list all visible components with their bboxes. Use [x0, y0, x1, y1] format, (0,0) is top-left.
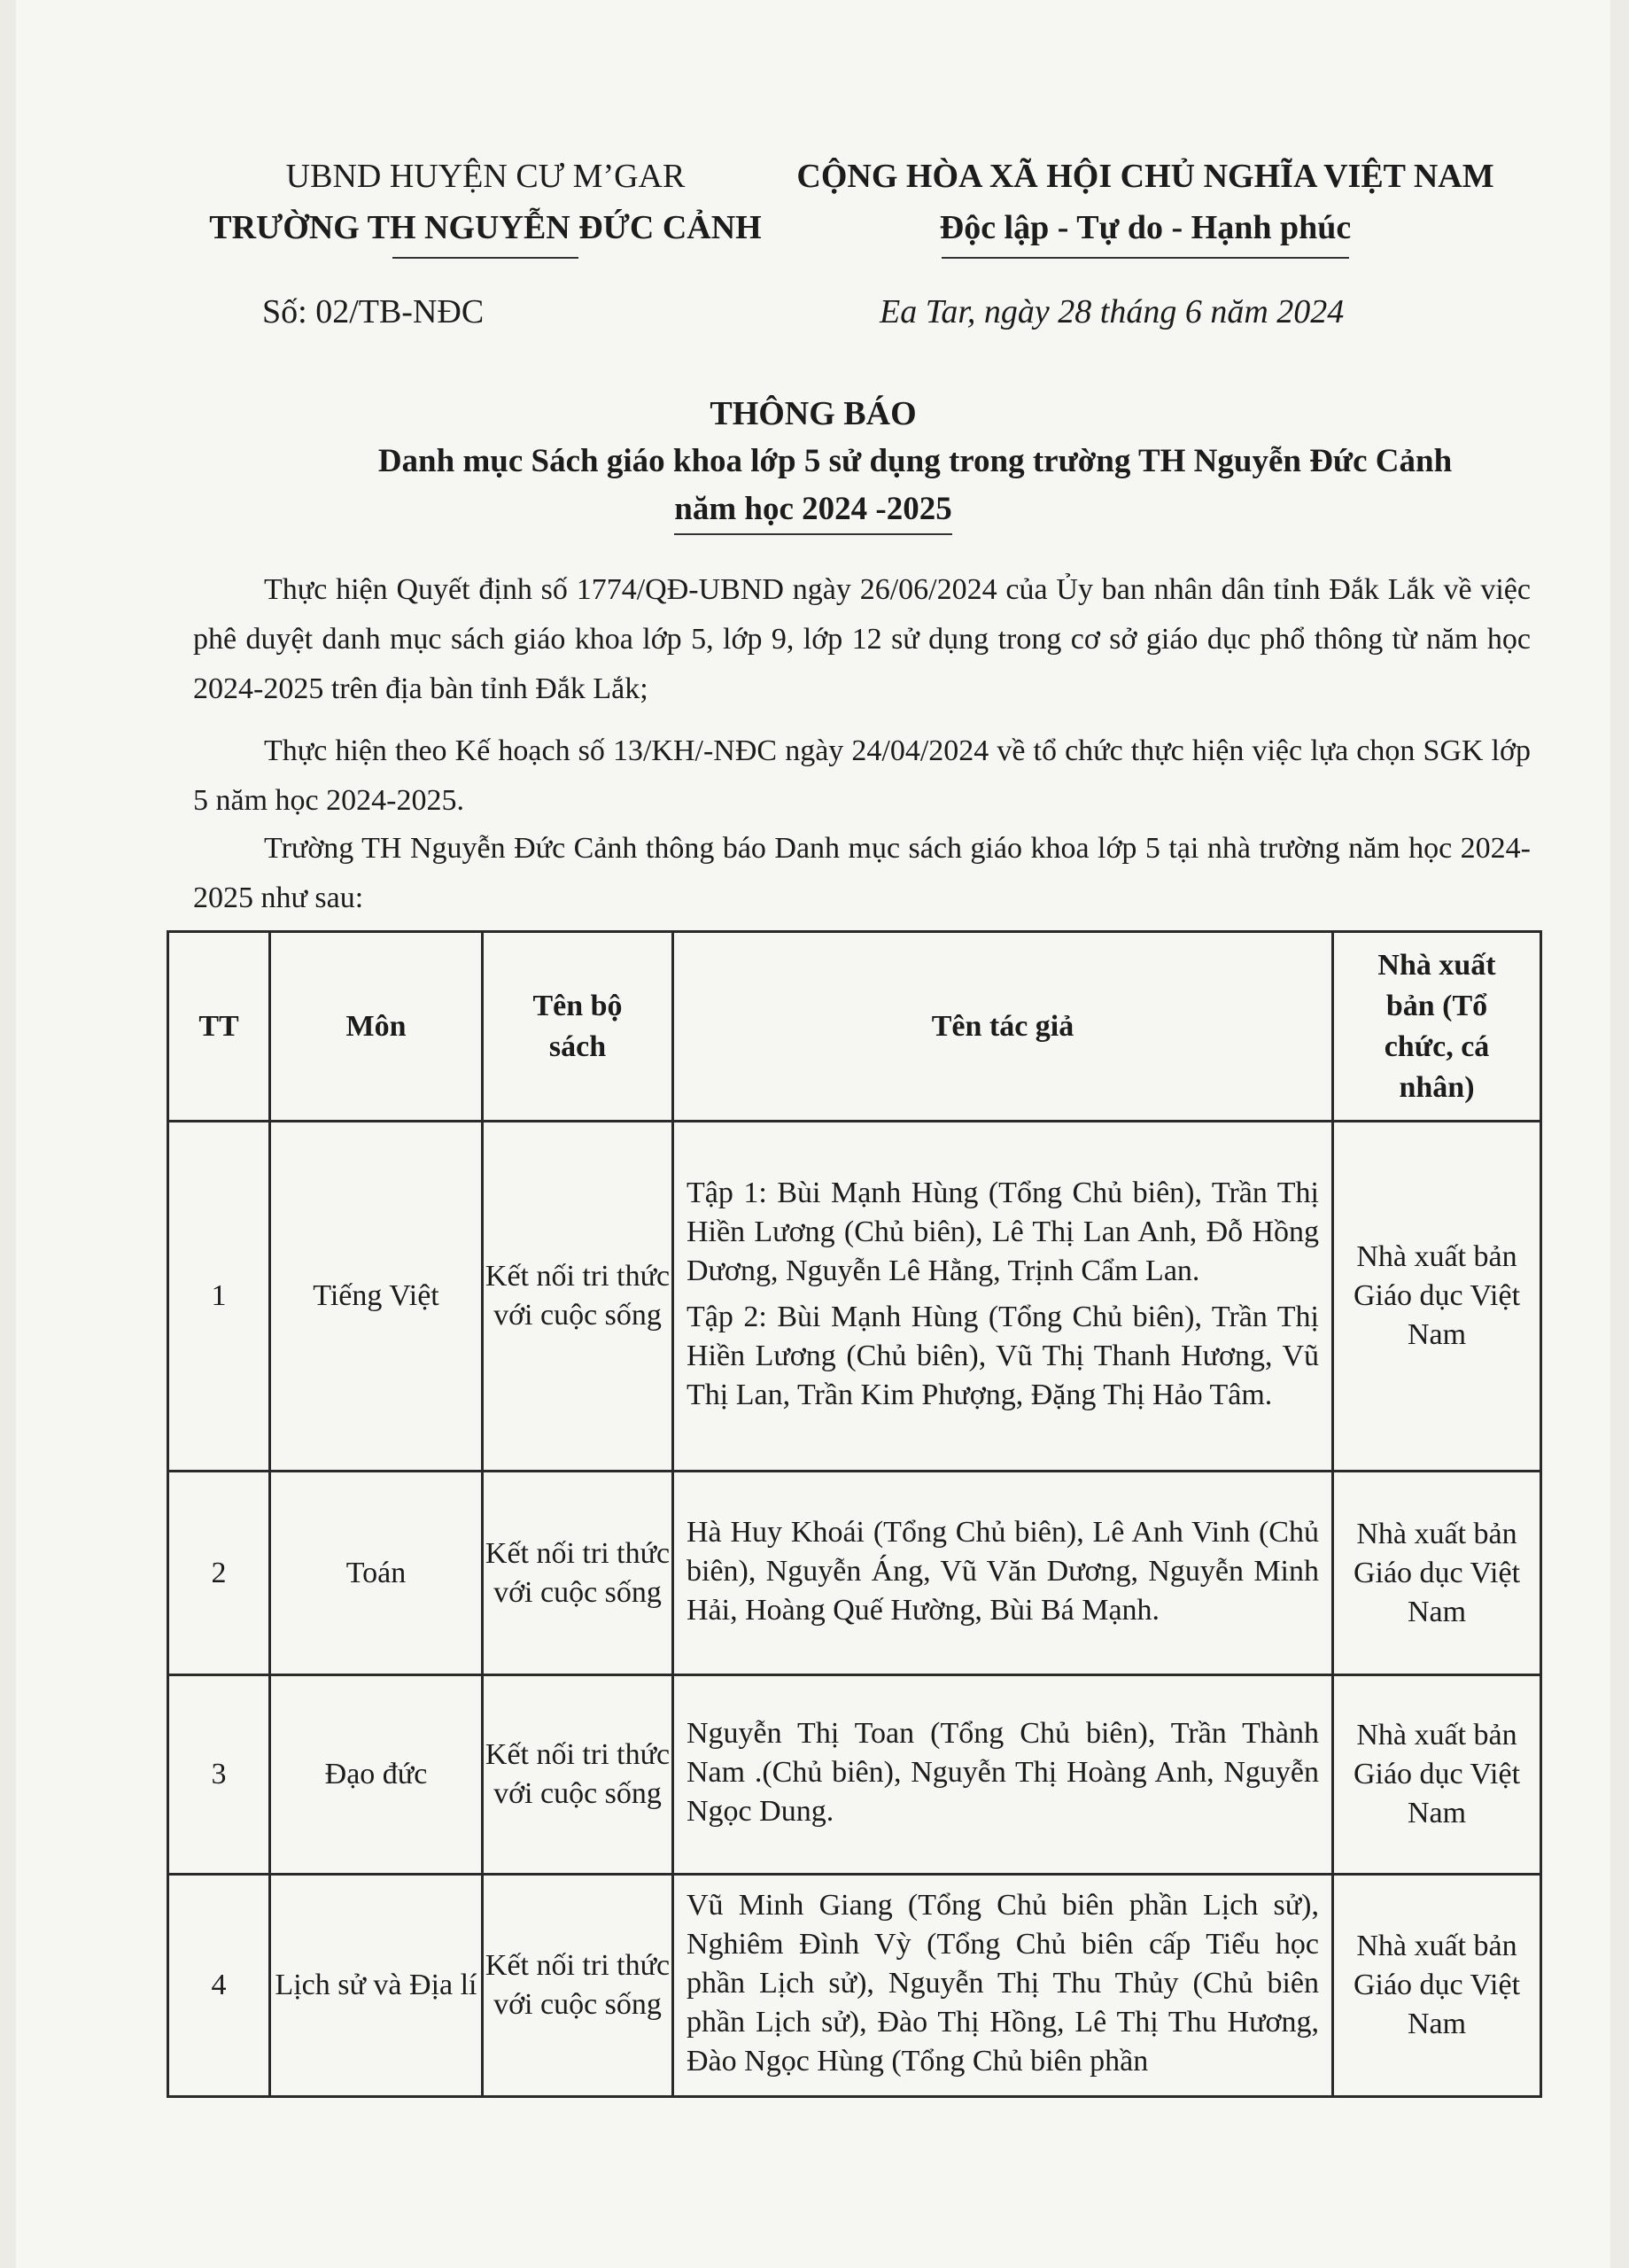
header-book-series: Tên bộ sách: [483, 932, 673, 1122]
table-row: [168, 1875, 1541, 2097]
authors-text: Hà Huy Khoái (Tổng Chủ biên), Lê Anh Vinh (Chủ biên), Nguyễn Áng, Vũ Văn Dương, Nguyễn Minh Hải, Hoàng Quế Hường, Bùi Bá Mạnh.: [687, 1515, 1319, 1627]
paragraph-2: [193, 726, 1531, 826]
paragraph-1: [193, 565, 1531, 714]
cell-publisher: Nhà xuất bản Giáo dục Việt Nam: [1333, 1122, 1541, 1472]
header-subject: Môn: [270, 932, 483, 1122]
document-type: THÔNG BÁO: [710, 395, 917, 432]
cell-publisher: Nhà xuất bản Giáo dục Việt Nam: [1333, 1472, 1541, 1675]
authors-volume-2: Tập 2: Bùi Mạnh Hùng (Tổng Chủ biên), Trần Thị Hiền Lương (Chủ biên), Vũ Thị Thanh Hương, Vũ Thị Lan, Trần Kim Phượng, Đặng Thị Hảo Tâm.: [687, 1301, 1319, 1411]
table-row: [168, 1675, 1541, 1875]
cell-tt: 2: [168, 1472, 270, 1675]
document-subject: Danh mục Sách giáo khoa lớp 5 sử dụng trong trường TH Nguyễn Đức Cảnh: [377, 443, 1453, 479]
org-line-1: UBND HUYỆN CƯ M’GAR: [285, 158, 686, 195]
cell-tt: 3: [168, 1675, 270, 1875]
paragraph-1-text: Thực hiện Quyết định số 1774/QĐ-UBND ngày 26/06/2024 của Ủy ban nhân dân tỉnh Đắk Lắk về việc phê duyệt danh mục sách giáo khoa lớp 5, lớp 9, lớp 12 sử dụng trong cơ sở giáo dục phổ thông từ năm học 2024-2025 trên địa bàn tỉnh Đắk Lắk;: [193, 573, 1531, 705]
header-tt: TT: [168, 932, 270, 1122]
school-year: năm học 2024 -2025: [674, 485, 951, 535]
cell-subject: Lịch sử và Địa lí: [270, 1875, 483, 2097]
table-row: [168, 1472, 1541, 1675]
national-heading: [764, 151, 1526, 259]
cell-subject: Toán: [270, 1472, 483, 1675]
document-number: Số: 02/TB-NĐC: [262, 293, 485, 330]
cell-tt: 1: [168, 1122, 270, 1472]
authors-text: Vũ Minh Giang (Tổng Chủ biên phần Lịch sử), Nghiêm Đình Vỳ (Tổng Chủ biên cấp Tiểu học phần Lịch sử), Nguyễn Thị Thu Thủy (Chủ biên phần Lịch sử), Đào Thị Hồng, Lê Thị Thu Hương, Đào Ngọc Hùng (Tổng Chủ biên phần: [687, 1889, 1319, 2078]
cell-subject: Tiếng Việt: [270, 1122, 483, 1472]
paragraph-3: [193, 824, 1531, 923]
textbook-table: [167, 930, 1542, 2098]
cell-publisher: Nhà xuất bản Giáo dục Việt Nam: [1333, 1675, 1541, 1875]
document-header: [16, 151, 1610, 266]
authors-text: Nguyễn Thị Toan (Tổng Chủ biên), Trần Thành Nam .(Chủ biên), Nguyễn Thị Hoàng Anh, Nguyễn Ngọc Dung.: [687, 1717, 1319, 1828]
table-row: [168, 1122, 1541, 1472]
cell-book-series: Kết nối tri thức với cuộc sống: [483, 1472, 673, 1675]
nation-name: CỘNG HÒA XÃ HỘI CHỦ NGHĨA VIỆT NAM: [796, 158, 1494, 195]
document-title: [16, 390, 1610, 535]
cell-book-series: Kết nối tri thức với cuộc sống: [483, 1875, 673, 2097]
document-page: [16, 0, 1610, 2268]
table-header-row: [168, 932, 1541, 1122]
header-authors: Tên tác giả: [673, 932, 1333, 1122]
cell-authors: [673, 1122, 1333, 1472]
cell-publisher: Nhà xuất bản Giáo dục Việt Nam: [1333, 1875, 1541, 2097]
header-publisher: Nhà xuất bản (Tổ chức, cá nhân): [1333, 932, 1541, 1122]
paragraph-2-text: Thực hiện theo Kế hoạch số 13/KH/-NĐC ngày 24/04/2024 về tổ chức thực hiện việc lựa chọn SGK lớp 5 năm học 2024-2025.: [193, 734, 1531, 817]
cell-book-series: Kết nối tri thức với cuộc sống: [483, 1675, 673, 1875]
cell-authors: [673, 1472, 1333, 1675]
cell-subject: Đạo đức: [270, 1675, 483, 1875]
issuing-organization: [184, 151, 787, 259]
place-date: Ea Tar, ngày 28 tháng 6 năm 2024: [880, 293, 1345, 330]
motto: Độc lập - Tự do - Hạnh phúc: [939, 209, 1352, 246]
cell-authors: [673, 1875, 1333, 2097]
cell-book-series: Kết nối tri thức với cuộc sống: [483, 1122, 673, 1472]
org-line-2: TRƯỜNG TH NGUYỄN ĐỨC CẢNH: [209, 209, 762, 246]
motto-underline: [942, 257, 1349, 259]
org-underline: [392, 257, 578, 259]
cell-tt: 4: [168, 1875, 270, 2097]
cell-authors: [673, 1675, 1333, 1875]
authors-volume-1: Tập 1: Bùi Mạnh Hùng (Tổng Chủ biên), Trần Thị Hiền Lương (Chủ biên), Lê Thị Lan Anh, Đỗ Hồng Dương, Nguyễn Lê Hằng, Trịnh Cẩm Lan.: [687, 1177, 1319, 1287]
paragraph-3-text: Trường TH Nguyễn Đức Cảnh thông báo Danh mục sách giáo khoa lớp 5 tại nhà trường năm học 2024-2025 như sau:: [193, 832, 1531, 914]
